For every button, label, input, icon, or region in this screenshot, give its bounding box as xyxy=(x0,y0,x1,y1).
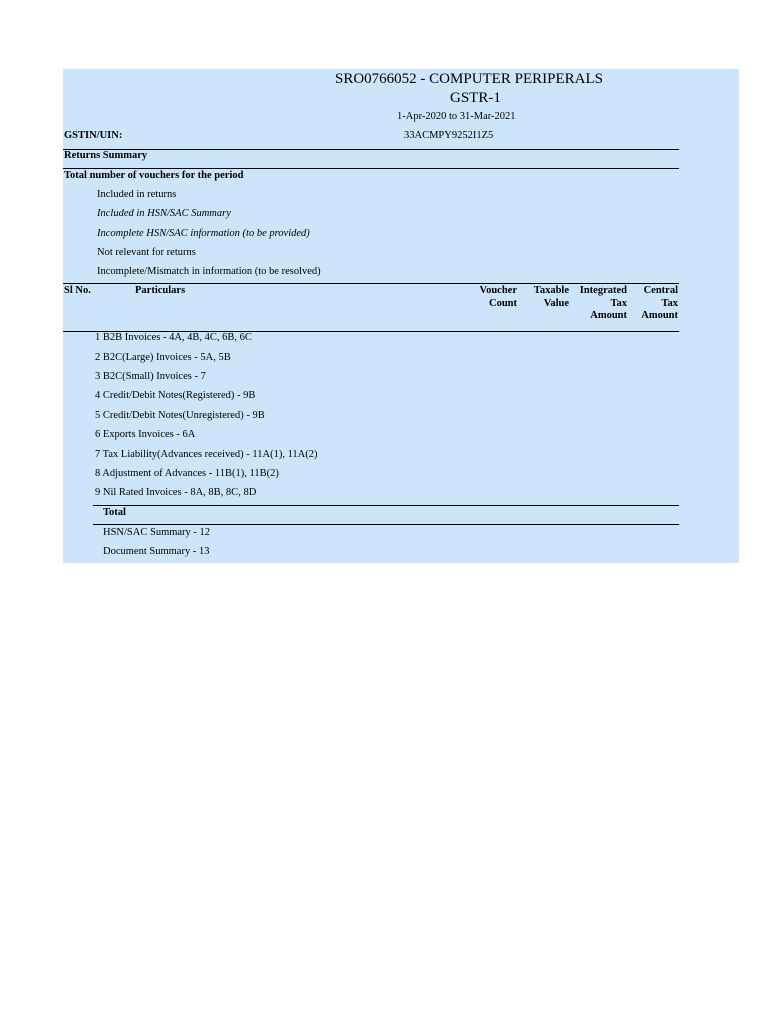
table-row: 8 Adjustment of Advances - 11B(1), 11B(2) xyxy=(95,468,279,479)
divider xyxy=(63,283,679,284)
report-period: 1-Apr-2020 to 31-Mar-2021 xyxy=(397,111,516,122)
col-particulars: Particulars xyxy=(135,285,186,296)
report-title: GSTR-1 xyxy=(450,90,501,106)
col-voucher-count: Voucher Count xyxy=(479,285,517,309)
gstin-value: 33ACMPY9252I1Z5 xyxy=(404,130,494,141)
summary-item-hsn-included: Included in HSN/SAC Summary xyxy=(97,208,231,219)
table-row: 7 Tax Liability(Advances received) - 11A(1), 11A(2) xyxy=(95,449,318,460)
total-vouchers-label: Total number of vouchers for the period xyxy=(64,170,244,181)
document-summary-row: Document Summary - 13 xyxy=(103,546,210,557)
summary-item-hsn-incomplete: Incomplete HSN/SAC information (to be provided) xyxy=(97,228,310,239)
table-row: 5 Credit/Debit Notes(Unregistered) - 9B xyxy=(95,410,265,421)
report-sheet xyxy=(63,69,739,563)
table-row: 2 B2C(Large) Invoices - 5A, 5B xyxy=(95,352,231,363)
col-integrated-tax: Integrated Tax Amount xyxy=(579,285,627,321)
table-row: 4 Credit/Debit Notes(Registered) - 9B xyxy=(95,390,256,401)
divider xyxy=(93,505,679,506)
divider xyxy=(63,168,679,169)
returns-summary-heading: Returns Summary xyxy=(64,150,148,161)
company-title: SRO0766052 - COMPUTER PERIPERALS xyxy=(335,71,603,87)
total-row-label: Total xyxy=(103,507,126,518)
summary-item-included: Included in returns xyxy=(97,189,177,200)
summary-item-mismatch: Incomplete/Mismatch in information (to be resolved) xyxy=(97,266,321,277)
table-row: 3 B2C(Small) Invoices - 7 xyxy=(95,371,206,382)
table-row: 6 Exports Invoices - 6A xyxy=(95,429,196,440)
col-taxable-value: Taxable Value xyxy=(533,285,569,309)
hsn-summary-row: HSN/SAC Summary - 12 xyxy=(103,527,211,538)
gstin-label: GSTIN/UIN: xyxy=(64,130,123,141)
col-slno: Sl No. xyxy=(64,285,91,296)
table-row: 1 B2B Invoices - 4A, 4B, 4C, 6B, 6C xyxy=(95,332,252,343)
summary-item-not-relevant: Not relevant for returns xyxy=(97,247,196,258)
col-central-tax: Central Tax Amount xyxy=(641,285,678,321)
divider xyxy=(93,524,679,525)
table-row: 9 Nil Rated Invoices - 8A, 8B, 8C, 8D xyxy=(95,487,257,498)
divider xyxy=(63,149,679,150)
